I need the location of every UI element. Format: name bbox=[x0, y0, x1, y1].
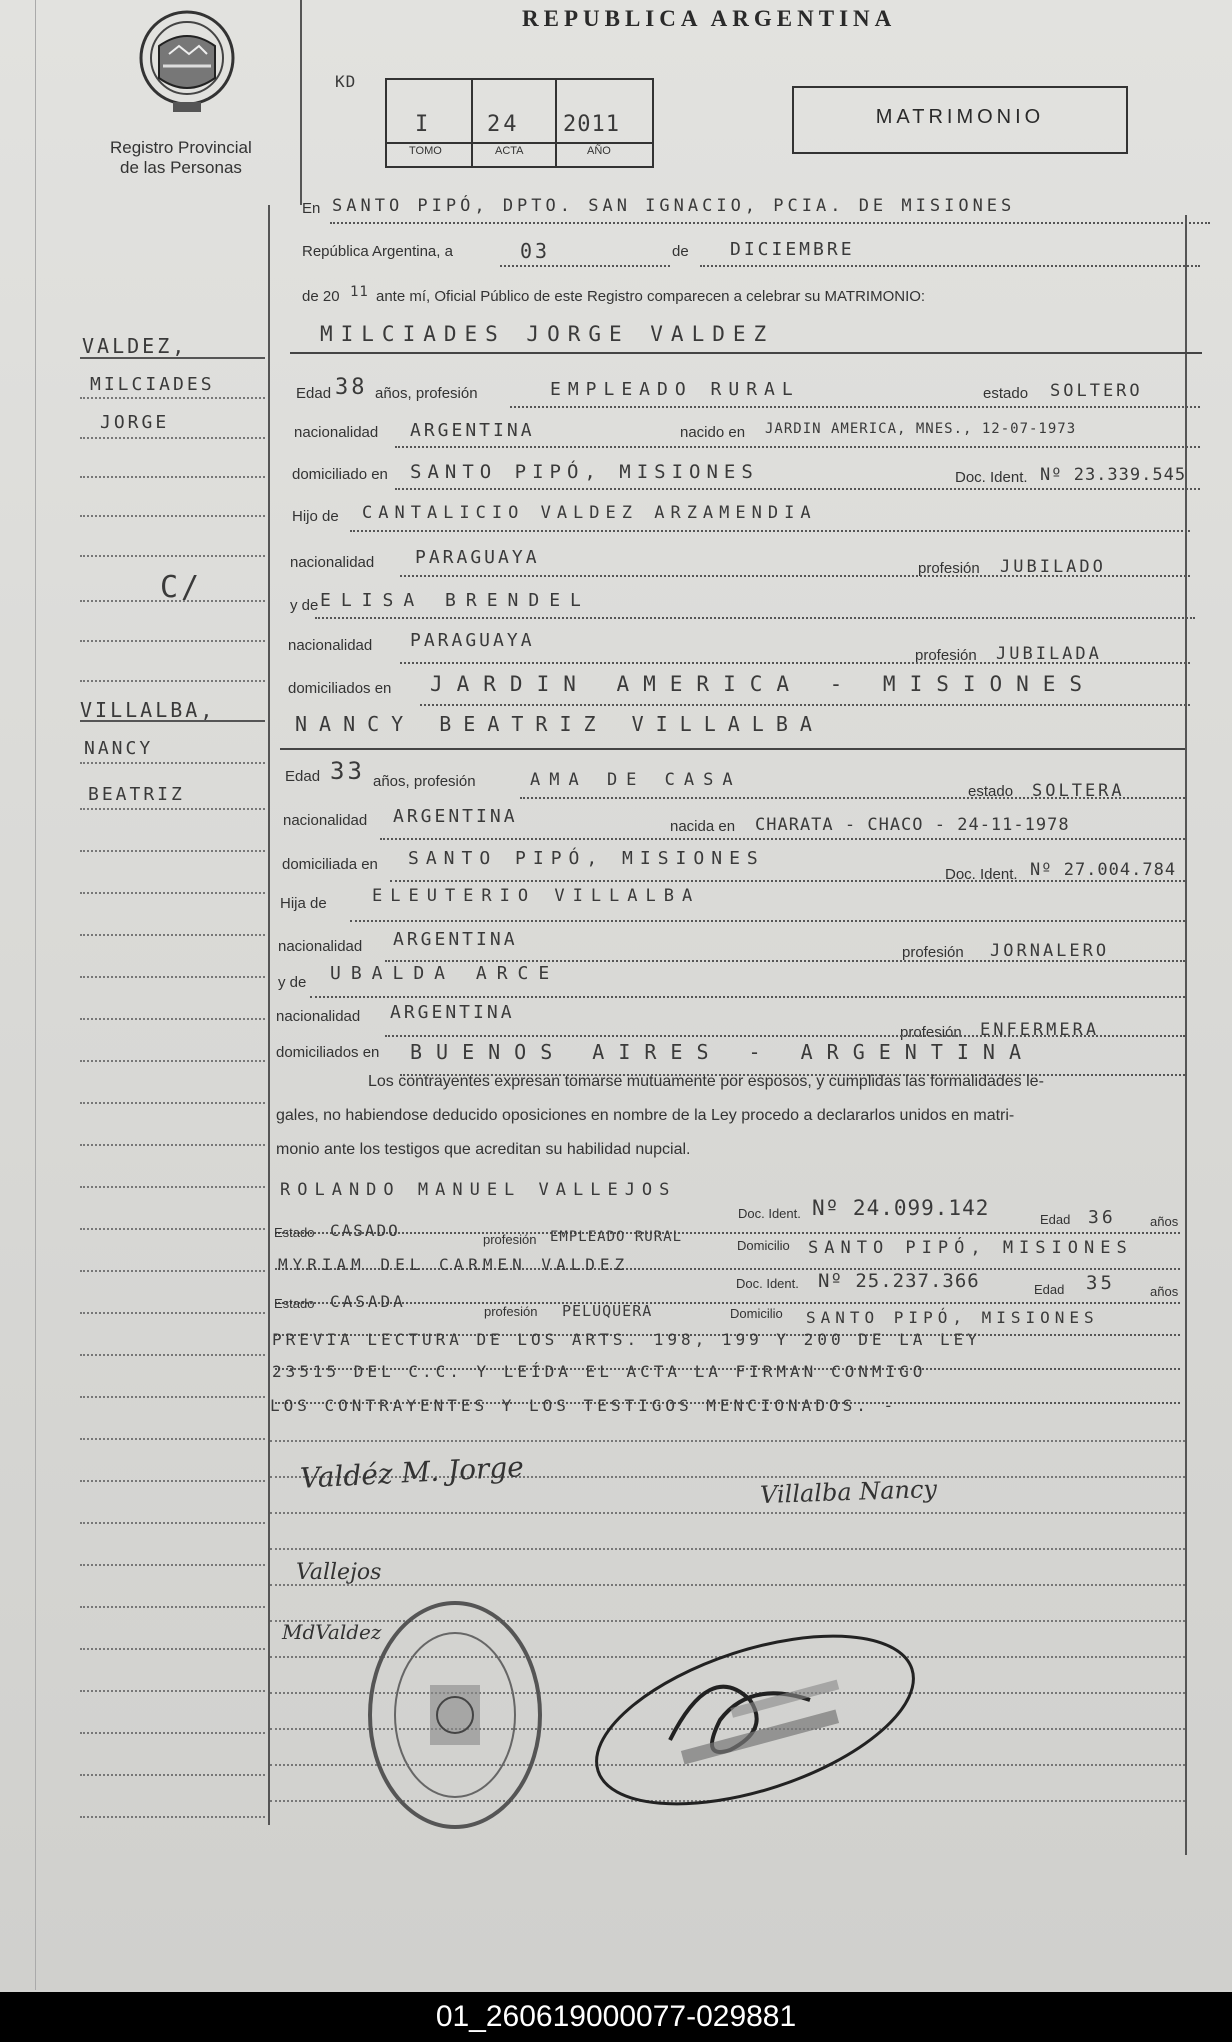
label-nacida-en: nacida en bbox=[670, 818, 736, 835]
label-edad: Edad bbox=[296, 385, 332, 402]
closing-line1: PREVIA LECTURA DE LOS ARTS. 198, 199 Y 200 DE LA LEY bbox=[272, 1330, 981, 1349]
label-profesion: profesión bbox=[918, 560, 980, 577]
groom-doc: Nº 23.339.545 bbox=[1040, 465, 1187, 485]
label-profesion-b2: profesión bbox=[900, 1024, 962, 1041]
label-edad-w1: Edad bbox=[1040, 1212, 1071, 1227]
country-title: REPUBLICA ARGENTINA bbox=[522, 6, 897, 31]
groom-mother-nat: PARAGUAYA bbox=[410, 630, 535, 651]
label-anos-w2: años bbox=[1150, 1284, 1179, 1299]
groom-full-name: MILCIADES JORGE VALDEZ bbox=[320, 322, 775, 346]
witness1-signature: Vallejos bbox=[296, 1560, 382, 1585]
witness1-address: SANTO PIPÓ, MISIONES bbox=[808, 1238, 1133, 1258]
bride-status: SOLTERA bbox=[1032, 781, 1125, 801]
witness1-name: ROLANDO MANUEL VALLEJOS bbox=[280, 1180, 677, 1200]
label-republica: República Argentina, a bbox=[302, 243, 453, 260]
official-seal-icon bbox=[580, 1620, 930, 1820]
label-doc-ident: Doc. Ident. bbox=[955, 469, 1028, 486]
declaration-line3: monio ante los testigos que acreditan su habilidad nupcial. bbox=[276, 1141, 691, 1158]
witness2-profession: PELUQUERA bbox=[562, 1302, 653, 1320]
groom-parents-address: JARDIN AMERICA - MISIONES bbox=[430, 672, 1097, 696]
label-en: En bbox=[302, 200, 321, 217]
label-nacionalidad-2: nacionalidad bbox=[290, 554, 375, 571]
bride-mother: UBALDA ARCE bbox=[330, 963, 560, 984]
groom-profession: EMPLEADO RURAL bbox=[550, 379, 800, 400]
groom-address: SANTO PIPÓ, MISIONES bbox=[410, 461, 759, 483]
groom-signature: Valdéz M. Jorge bbox=[299, 1450, 525, 1495]
bride-full-name: NANCY BEATRIZ VILLALBA bbox=[295, 712, 824, 736]
label-profesion-w2: profesión bbox=[484, 1304, 538, 1319]
bride-address: SANTO PIPÓ, MISIONES bbox=[408, 848, 765, 869]
bride-profession: AMA DE CASA bbox=[530, 770, 742, 790]
label-domiciliados-b: domiciliados en bbox=[276, 1044, 380, 1061]
witness2-status: CASADA bbox=[330, 1292, 406, 1311]
acta-label: ACTA bbox=[495, 145, 524, 157]
bride-doc: Nº 27.004.784 bbox=[1030, 860, 1177, 880]
closing-line3: LOS CONTRAYENTES Y LOS TESTIGOS MENCIONADOS. - bbox=[270, 1396, 898, 1415]
witness2-signature: MdValdez bbox=[282, 1620, 382, 1644]
margin-divider bbox=[300, 0, 302, 205]
day-value: 03 bbox=[520, 239, 551, 263]
margin-divider-lower bbox=[268, 205, 270, 1825]
bride-signature: Villalba Nancy bbox=[759, 1474, 938, 1510]
bride-nationality: ARGENTINA bbox=[393, 806, 518, 827]
tomo-label: TOMO bbox=[409, 145, 442, 157]
ano-label: AÑO bbox=[587, 145, 611, 157]
bride-father-nat: ARGENTINA bbox=[393, 929, 518, 950]
margin-bride-surname: VILLALBA, bbox=[80, 698, 216, 722]
record-type-title: MATRIMONIO bbox=[875, 106, 1045, 128]
witness1-age: 36 bbox=[1088, 1207, 1116, 1228]
place-value: SANTO PIPÓ, DPTO. SAN IGNACIO, PCIA. DE MISIONES bbox=[332, 196, 1016, 216]
label-year-prefix: de 20 bbox=[302, 288, 340, 305]
label-nacionalidad: nacionalidad bbox=[294, 424, 379, 441]
label-doc-ident-w2: Doc. Ident. bbox=[736, 1276, 799, 1291]
label-anos-prof-b: años, profesión bbox=[373, 773, 476, 790]
month-value: DICIEMBRE bbox=[730, 239, 855, 260]
groom-mother-prof: JUBILADA bbox=[996, 644, 1102, 664]
bride-father: ELEUTERIO VILLALBA bbox=[372, 886, 701, 906]
year-suffix: 11 bbox=[350, 284, 369, 300]
witness1-doc: Nº 24.099.142 bbox=[812, 1196, 990, 1220]
margin-groom-name2: JORGE bbox=[100, 412, 170, 433]
label-y-de: y de bbox=[290, 597, 319, 614]
witness1-status: CASADO bbox=[330, 1221, 400, 1240]
closing-line2: 23515 DEL C.C. Y LEÍDA EL ACTA LA FIRMAN CONMIGO bbox=[272, 1362, 927, 1381]
label-nacionalidad-3: nacionalidad bbox=[288, 637, 373, 654]
declaration-line1: Los contrayentes expresan tomarse mutuamente por esposos, y cumplidas las formalidades le- bbox=[368, 1073, 1044, 1090]
label-profesion-2: profesión bbox=[915, 647, 977, 664]
bride-parents-address: BUENOS AIRES - ARGENTINA bbox=[410, 1040, 1035, 1064]
label-y-de-b: y de bbox=[278, 974, 307, 991]
label-domicilio-w1: Domicilio bbox=[737, 1238, 790, 1253]
corner-mark: KD bbox=[335, 72, 357, 91]
label-edad-w2: Edad bbox=[1034, 1282, 1065, 1297]
record-ref-box bbox=[385, 78, 654, 168]
label-profesion-w1: profesión bbox=[483, 1232, 537, 1247]
label-nacionalidad-b2: nacionalidad bbox=[278, 938, 363, 955]
label-nacionalidad-b: nacionalidad bbox=[283, 812, 368, 829]
label-estado-b: estado bbox=[968, 783, 1014, 800]
ano-value: 2011 bbox=[563, 112, 620, 137]
document-id-footer: 01_260619000077-029881 bbox=[0, 1992, 1232, 2042]
witness2-address: SANTO PIPÓ, MISIONES bbox=[806, 1308, 1099, 1327]
label-domiciliados: domiciliados en bbox=[288, 680, 392, 697]
margin-groom-name1: MILCIADES bbox=[90, 374, 215, 395]
label-edad-b: Edad bbox=[285, 768, 321, 785]
witness2-doc: Nº 25.237.366 bbox=[818, 1270, 980, 1292]
label-doc-ident-w1: Doc. Ident. bbox=[738, 1206, 801, 1221]
groom-birth: JARDIN AMERICA, MNES., 12-07-1973 bbox=[765, 421, 1077, 437]
label-anos-w1: años bbox=[1150, 1214, 1179, 1229]
groom-father-nat: PARAGUAYA bbox=[415, 547, 540, 568]
witness2-name: MYRIAM DEL CARMEN VALDEZ bbox=[278, 1255, 630, 1274]
label-nacido-en: nacido en bbox=[680, 424, 746, 441]
margin-conjunction: C/ bbox=[160, 570, 203, 605]
acta-value: 24 bbox=[487, 112, 520, 137]
margin-groom-surname: VALDEZ, bbox=[82, 334, 188, 358]
groom-nationality: ARGENTINA bbox=[410, 420, 535, 441]
registry-name-line2: de las Personas bbox=[120, 158, 242, 177]
witness2-age: 35 bbox=[1086, 1272, 1115, 1294]
groom-father-prof: JUBILADO bbox=[1000, 557, 1106, 577]
margin-bride-name2: BEATRIZ bbox=[88, 784, 185, 805]
bride-mother-nat: ARGENTINA bbox=[390, 1002, 515, 1023]
label-hija-de: Hija de bbox=[280, 895, 327, 912]
bride-age: 33 bbox=[330, 757, 365, 785]
groom-mother: ELISA BRENDEL bbox=[320, 590, 591, 611]
margin-bride-name1: NANCY bbox=[84, 738, 154, 759]
label-de-month: de bbox=[672, 243, 689, 260]
page-edge-line bbox=[35, 0, 36, 1990]
bride-birth: CHARATA - CHACO - 24-11-1978 bbox=[755, 815, 1070, 835]
witness1-profession: EMPLEADO RURAL bbox=[550, 1229, 683, 1245]
appear-text: ante mí, Oficial Público de este Registro comparecen a celebrar su MATRIMONIO: bbox=[376, 288, 926, 305]
label-estado-w2: Estado bbox=[274, 1296, 315, 1311]
label-doc-ident-b: Doc. Ident. bbox=[945, 866, 1018, 883]
label-anos-prof: años, profesión bbox=[375, 385, 478, 402]
record-type-box bbox=[792, 86, 1128, 154]
label-estado-w1: Estado bbox=[274, 1225, 315, 1240]
label-hijo-de: Hijo de bbox=[292, 508, 339, 525]
tomo-value: I bbox=[415, 112, 432, 137]
label-profesion-b: profesión bbox=[902, 944, 964, 961]
province-crest-icon bbox=[135, 6, 240, 116]
bride-mother-prof: ENFERMERA bbox=[980, 1020, 1100, 1040]
groom-age: 38 bbox=[335, 375, 368, 400]
declaration-line2: gales, no habiendose deducido oposiciones en nombre de la Ley procedo a declararlos unidos en matri- bbox=[276, 1107, 1015, 1124]
label-nacionalidad-b3: nacionalidad bbox=[276, 1008, 361, 1025]
registry-name-line1: Registro Provincial bbox=[110, 138, 252, 157]
right-border bbox=[1185, 215, 1187, 1855]
label-domiciliada: domiciliada en bbox=[282, 856, 378, 873]
bride-father-prof: JORNALERO bbox=[990, 941, 1110, 961]
groom-status: SOLTERO bbox=[1050, 381, 1143, 401]
label-estado: estado bbox=[983, 385, 1029, 402]
groom-father: CANTALICIO VALDEZ ARZAMENDIA bbox=[362, 503, 817, 523]
label-domicilio-w2: Domicilio bbox=[730, 1306, 783, 1321]
registry-stamp-icon bbox=[360, 1590, 550, 1840]
label-domiciliado: domiciliado en bbox=[292, 466, 388, 483]
